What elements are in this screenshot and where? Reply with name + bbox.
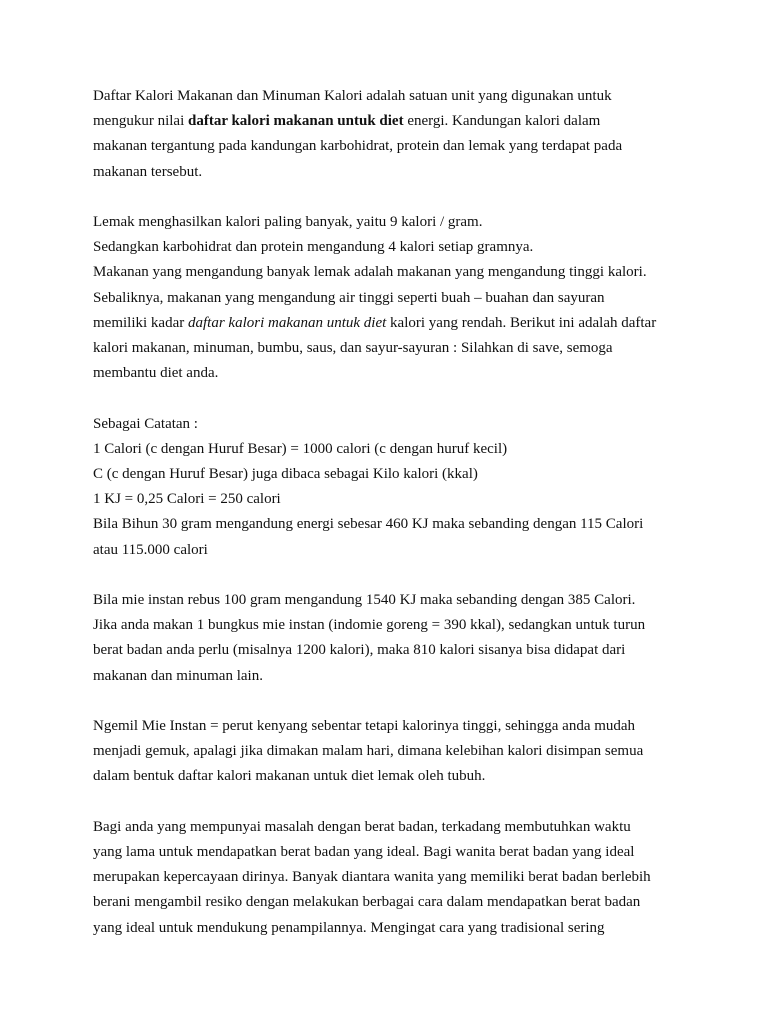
- text-line: [93, 865, 703, 890]
- text-segment: Daftar Kalori Makanan dan Minuman Kalori adalah satuan unit yang digunakan untuk: [93, 88, 612, 104]
- text-line: [93, 462, 703, 487]
- text-segment: kalori makanan, minuman, bumbu, saus, dan sayur-sayuran : Silahkan di save, semoga: [93, 340, 613, 357]
- paragraph: [93, 588, 703, 689]
- text-line: [93, 286, 703, 311]
- text-line: [93, 613, 703, 638]
- text-segment: Lemak menghasilkan kalori paling banyak, yaitu 9 kalori / gram.: [93, 214, 483, 230]
- text-line: [93, 437, 703, 462]
- text-segment: atau 115.000 calori: [93, 541, 208, 558]
- text-line: [93, 890, 703, 915]
- text-segment: Bila Bihun 30 gram mengandung energi sebesar 460 KJ maka sebanding dengan 115 Calori: [93, 516, 644, 533]
- text-line: [93, 134, 703, 159]
- text-line: [93, 361, 703, 386]
- text-segment: berat badan anda perlu (misalnya 1200 kalori), maka 810 kalori sisanya bisa didapat dari: [93, 642, 626, 659]
- text-line: [93, 840, 703, 865]
- text-segment: merupakan kepercayaan dirinya. Banyak diantara wanita yang memiliki berat badan berlebih: [93, 869, 651, 886]
- paragraph: [93, 412, 703, 563]
- text-line: [93, 815, 703, 840]
- text-line: [93, 487, 703, 512]
- text-segment: Ngemil Mie Instan = perut kenyang sebentar tetapi kalorinya tinggi, sehingga anda mudah: [93, 718, 636, 735]
- text-line: [93, 84, 703, 109]
- text-segment: memiliki kadar: [93, 314, 188, 331]
- text-segment: Makanan yang mengandung banyak lemak adalah makanan yang mengandung tinggi kalori.: [93, 264, 647, 281]
- paragraph: [93, 815, 703, 941]
- text-line: [93, 588, 703, 613]
- text-segment: energi. Kandungan kalori dalam: [403, 113, 601, 130]
- text-line: [93, 664, 703, 689]
- text-segment: Jika anda makan 1 bungkus mie instan (indomie goreng = 390 kkal), sedangkan untuk turun: [93, 617, 646, 634]
- text-line: [93, 764, 703, 789]
- text-segment: makanan tergantung pada kandungan karbohidrat, protein dan lemak yang terdapat pada: [93, 138, 623, 155]
- text-segment: Sedangkan karbohidrat dan protein mengandung 4 kalori setiap gramnya.: [93, 239, 534, 256]
- text-segment: yang ideal untuk mendukung penampilannya. Mengingat cara yang tradisional sering: [93, 919, 605, 936]
- text-line: [93, 512, 703, 537]
- paragraph: [93, 84, 703, 185]
- text-line: [93, 412, 703, 437]
- text-segment: kalori yang rendah. Berikut ini adalah daftar: [386, 314, 657, 331]
- text-segment: Sebaliknya, makanan yang mengandung air tinggi seperti buah – buahan dan sayuran: [93, 289, 605, 306]
- text-segment: Sebagai Catatan :: [93, 415, 198, 432]
- text-segment: yang lama untuk mendapatkan berat badan yang ideal. Bagi wanita berat badan yang ideal: [93, 844, 635, 861]
- text-segment: makanan dan minuman lain.: [93, 667, 263, 684]
- text-segment: berani mengambil resiko dengan melakukan berbagai cara dalam mendapatkan berat badan: [93, 894, 641, 911]
- text-segment: dalam bentuk daftar kalori makanan untuk diet lemak oleh tubuh.: [93, 768, 486, 785]
- text-segment: Bila mie instan rebus 100 gram mengandung 1540 KJ maka sebanding dengan 385 Calori.: [93, 592, 636, 609]
- text-line: [93, 714, 703, 739]
- text-line: [93, 311, 703, 336]
- text-line: [93, 260, 703, 285]
- text-line: [93, 235, 703, 260]
- text-line: [93, 160, 703, 185]
- paragraph: [93, 714, 703, 790]
- text-line: [93, 638, 703, 663]
- text-segment: 1 Calori (c dengan Huruf Besar) = 1000 calori (c dengan huruf kecil): [93, 440, 508, 457]
- text-segment: Bagi anda yang mempunyai masalah dengan berat badan, terkadang membutuhkan waktu: [93, 818, 631, 835]
- italic-text: daftar kalori makanan untuk diet: [187, 314, 387, 331]
- text-line: [93, 109, 703, 134]
- text-segment: mengukur nilai: [93, 113, 188, 130]
- document-page: [93, 84, 703, 966]
- text-line: [93, 336, 703, 361]
- paragraph: [93, 210, 703, 386]
- text-segment: 1 KJ = 0,25 Calori = 250 calori: [93, 491, 281, 508]
- bold-text: daftar kalori makanan untuk diet: [187, 113, 404, 130]
- text-line: [93, 916, 703, 941]
- text-segment: menjadi gemuk, apalagi jika dimakan malam hari, dimana kelebihan kalori disimpan semua: [93, 743, 644, 760]
- text-line: [93, 538, 703, 563]
- text-line: [93, 739, 703, 764]
- text-segment: C (c dengan Huruf Besar) juga dibaca sebagai Kilo kalori (kkal): [93, 466, 478, 483]
- text-segment: membantu diet anda.: [93, 365, 219, 382]
- text-segment: makanan tersebut.: [93, 163, 203, 180]
- text-line: [93, 210, 703, 235]
